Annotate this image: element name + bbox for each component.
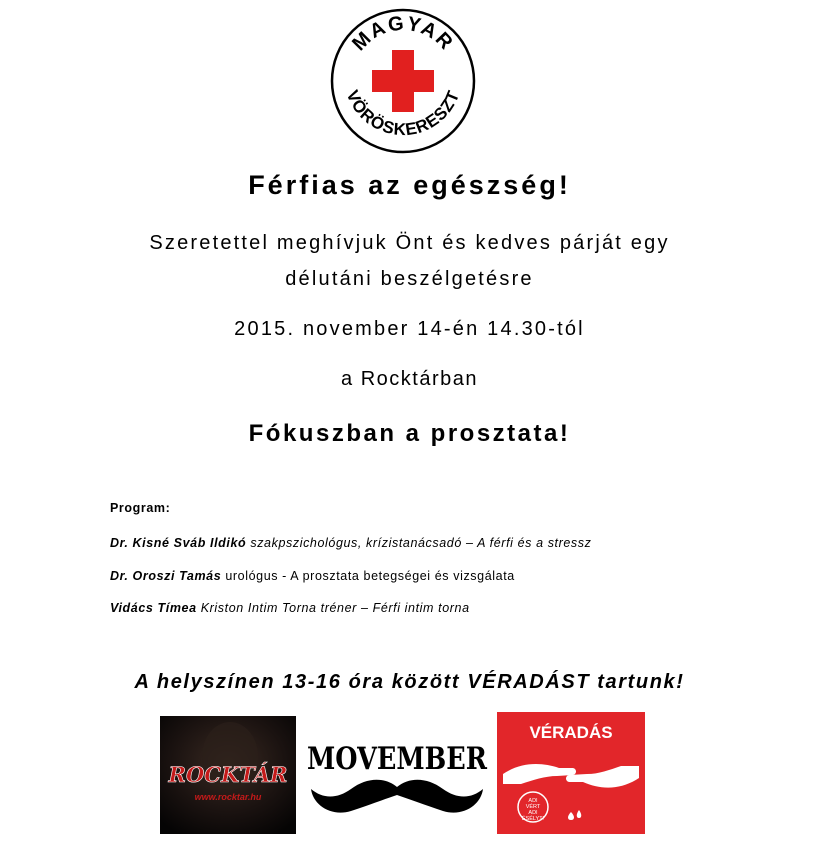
speaker-name: Dr. Oroszi Tamás <box>110 569 222 583</box>
veradas-title: VÉRADÁS <box>529 723 613 742</box>
badge-line-1: ADI <box>528 798 538 804</box>
program-item <box>110 601 470 615</box>
rocktar-url: www.rocktar.hu <box>194 792 262 802</box>
badge-line-2: VÉRT <box>525 804 541 810</box>
logo-text-bottom: VÖRÖSKERESZT <box>342 87 464 140</box>
movember-text: MOVEMBER <box>307 741 488 777</box>
event-place: a Rocktárban <box>341 368 478 390</box>
program-item <box>110 569 515 583</box>
speaker-desc: Kriston Intim Torna tréner – Férfi intim torna <box>200 601 470 615</box>
logo-text-top: MAGYAR <box>348 12 458 56</box>
invitation-line-2: délutáni beszélgetésre <box>285 268 534 290</box>
mustache-icon <box>311 780 483 813</box>
speaker-name: Vidács Tímea <box>110 601 197 615</box>
invitation-line-1: Szeretettel meghívjuk Önt és kedves párját egy <box>149 232 670 254</box>
veradas-logo <box>497 712 645 834</box>
magyar-voroskereszt-logo <box>330 8 476 154</box>
program-item <box>110 536 591 550</box>
event-focus: Fókuszban a prosztata! <box>248 420 571 447</box>
speaker-desc: szakpszichológus, krízistanácsadó – A férfi és a stressz <box>250 536 592 550</box>
page-title: Férfias az egészség! <box>248 170 571 200</box>
rocktar-logo <box>160 716 296 834</box>
blood-donation-notice: A helyszínen 13-16 óra között VÉRADÁST tartunk! <box>134 671 685 693</box>
movember-logo <box>305 733 489 823</box>
speaker-name: Dr. Kisné Sváb Ildikó <box>110 536 247 550</box>
rocktar-logo-text: ROCKTÁR <box>168 762 288 787</box>
badge-line-3: ADI <box>528 810 538 816</box>
program-label: Program: <box>110 501 171 515</box>
speaker-desc: urológus - A prosztata betegségei és vizsgálata <box>225 569 515 583</box>
badge-line-4: ÉSÉLYT! <box>521 816 545 822</box>
event-date: 2015. november 14-én 14.30-tól <box>234 318 585 340</box>
